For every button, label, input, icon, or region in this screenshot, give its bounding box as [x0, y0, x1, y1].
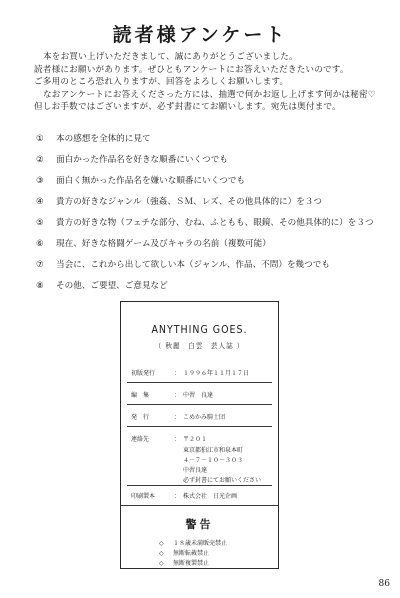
colophon-subtitle: （ 秋麗 白雲 芸人誌 ） [154, 342, 245, 350]
divider [127, 404, 272, 405]
address-line: 中習良達 [183, 467, 208, 474]
diamond-icon: ◇ [159, 560, 164, 567]
warning-text: 無断転載禁止 [173, 550, 210, 557]
question-item [36, 153, 228, 165]
question-text: 面白かった作品名を好きな順番にいくつでも [56, 155, 228, 165]
question-text: 本の感想を全体的に見て [56, 134, 151, 144]
colophon-label: 連絡先 [131, 436, 150, 443]
colophon-label: 印刷製本 [131, 493, 156, 500]
page-number: 86 [378, 579, 390, 589]
question-text: 貴方の好きな物（フェチな部分、むね、ふともも、眼鏡、その他具体的に）を３つ [56, 218, 374, 228]
diamond-icon: ◇ [159, 550, 164, 557]
question-number: ② [36, 155, 44, 165]
intro-line: ご多用のところ恐れ入りますが、回答をよろしくお願いします。 [34, 77, 289, 88]
address-line: 必ず封書にてお願いください [183, 477, 262, 484]
question-item [36, 279, 168, 291]
question-text: 貴方の好きなジャンル（強姦、ＳＭ、レズ、その他具体的に）を３つ [56, 197, 323, 207]
warning-title: 警告 [185, 518, 214, 531]
colophon-value: ： 〒２０１ [174, 436, 208, 443]
colophon-value: ： １９９６年１１月１７日 [174, 370, 250, 377]
divider [121, 505, 278, 506]
address-line: ４－７－１０－３０３ [183, 457, 244, 464]
diamond-icon: ◇ [159, 540, 164, 547]
question-text: 現在、好きな格闘ゲーム及びキャラの名前（複数可能） [56, 239, 271, 249]
question-item [36, 195, 322, 207]
colophon-title: ANYTHING GOES. [151, 324, 248, 336]
question-number: ⑦ [36, 260, 44, 270]
question-item [36, 258, 330, 270]
colophon-value: ： 中習 良達 [174, 392, 214, 399]
question-number: ⑤ [36, 218, 44, 228]
warning-text: 無断複製禁止 [173, 560, 210, 567]
colophon-label: 編 集 [131, 392, 150, 399]
question-item [36, 174, 245, 186]
warning-item [159, 558, 209, 567]
intro-line: 本をお買い上げいただきまして、誠にありがとうございました。 [43, 52, 298, 62]
colophon-value: ： 株式会社 日光企画 [174, 493, 238, 500]
colophon-row-contact [131, 434, 271, 488]
intro-text [34, 51, 374, 114]
question-item [36, 132, 151, 144]
colophon-label: 発 行 [131, 414, 150, 421]
warning-item [159, 548, 209, 557]
address-line: 東京都狛江市和泉本町 [183, 447, 244, 454]
warning-item [159, 538, 227, 547]
question-number: ④ [36, 197, 44, 207]
question-number: ① [36, 134, 44, 144]
question-item [36, 237, 271, 249]
divider [127, 382, 272, 383]
intro-line: なおアンケートにお答えくださった方には、抽選で何かお返し上げます何かは秘密♡ [43, 89, 376, 100]
question-text: 当会に、これから出して欲しい本（ジャンル、作品、不問）を幾つでも [56, 260, 330, 270]
question-text: その他、ご要望、ご意見など [56, 281, 168, 291]
divider [127, 485, 272, 486]
page-title: 読者様アンケート [112, 24, 288, 46]
question-item [36, 216, 374, 228]
question-number: ③ [36, 176, 44, 186]
divider [127, 426, 272, 427]
colophon-label: 初版発行 [131, 370, 156, 377]
question-text: 面白く無かった作品名を嫌いな順番にいくつでも [56, 176, 246, 186]
question-number: ⑧ [36, 281, 44, 291]
colophon-value: ： こめかみ騎士団 [174, 414, 226, 421]
intro-line: 但しお手数ではございますが、必ず封書にてお願いします。宛先は奥付まで。 [34, 102, 341, 113]
colophon-box [120, 301, 279, 569]
intro-line: 読者様にお願いがあります。ぜひともアンケートにお答えいただきたいのです。 [34, 64, 349, 75]
question-number: ⑥ [36, 239, 44, 249]
warning-text: １８歳未満販売禁止 [173, 540, 228, 547]
